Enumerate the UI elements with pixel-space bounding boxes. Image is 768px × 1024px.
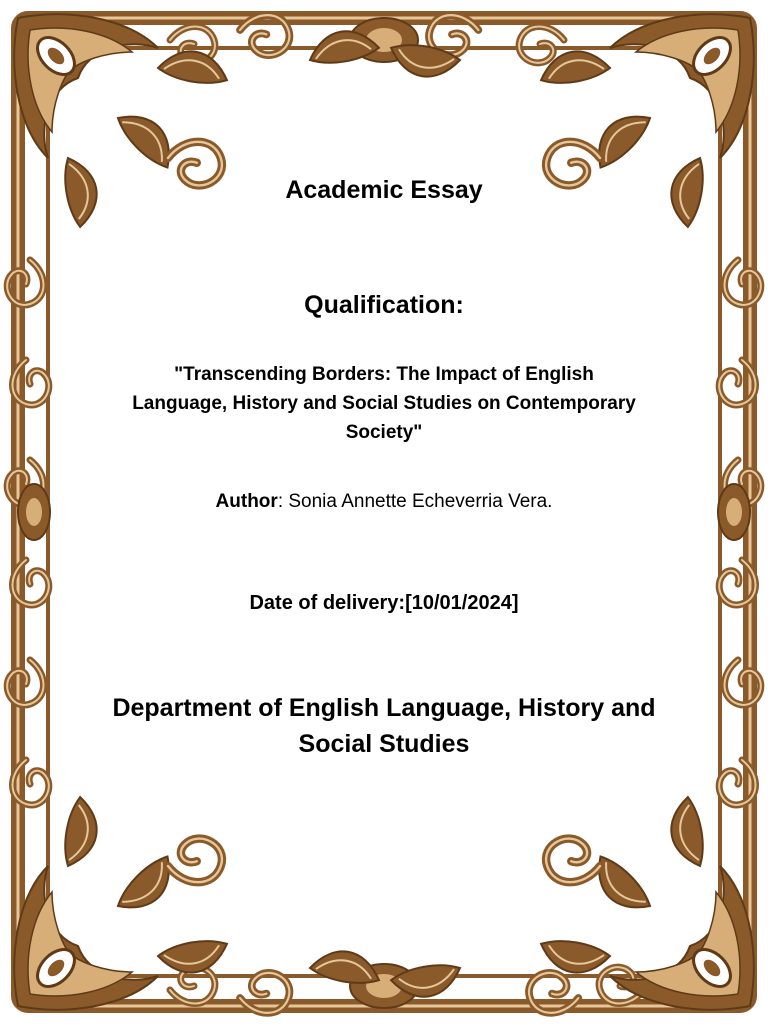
delivery-date: [10/01/2024]: [405, 592, 519, 614]
qualification-label: Qualification:: [304, 291, 464, 319]
essay-title: "Transcending Borders: The Impact of English Language, History and Social Studies on Contemporary Society": [132, 364, 636, 443]
author-name: Sonia Annette Echeverria Vera.: [288, 491, 553, 512]
author-separator: :: [277, 491, 289, 512]
department-name: Department of English Language, History and Social Studies: [112, 694, 656, 758]
author-line: [0, 488, 768, 516]
delivery-line: [0, 588, 768, 618]
document-heading: Academic Essay: [285, 176, 483, 204]
author-label: Author: [215, 491, 278, 512]
delivery-label: Date of delivery:: [249, 592, 406, 614]
